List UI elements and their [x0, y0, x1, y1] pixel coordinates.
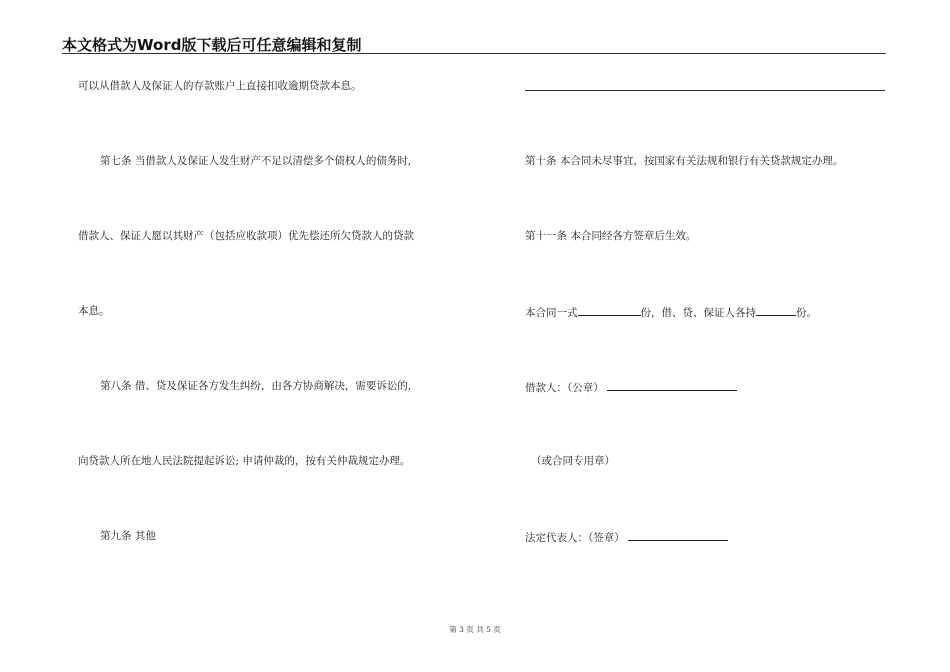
borrower-seal-blank[interactable] [607, 379, 737, 391]
borrower-seal-line [525, 379, 737, 395]
borrower-seal-label: 借款人：（公章） [525, 382, 604, 394]
copies-total-blank[interactable] [578, 304, 641, 316]
copies-line [525, 304, 817, 320]
article-10-line: 第十条 本合同未尽事宜，按国家有关法规和银行有关贷款规定办理。 [525, 155, 844, 167]
header-divider [62, 53, 886, 54]
copies-prefix: 本合同一式 [525, 307, 578, 319]
left-line-6: 向贷款人所在地人民法院提起诉讼; 申请仲裁的，按有关仲裁规定办理。 [78, 455, 411, 467]
article-11-line: 第十一条 本合同经各方签章后生效。 [525, 230, 697, 242]
article-9-line: 第九条 其他 [100, 530, 156, 542]
page-number: 第 3 页 共 5 页 [449, 625, 501, 634]
article-8-line: 第八条 借、贷及保证各方发生纠纷，由各方协商解决，需要诉讼的, [100, 380, 412, 392]
copies-middle: 份，借、贷、保证人各持 [640, 307, 756, 319]
left-line-3: 借款人、保证人愿以其财产（包括应收款项）优先偿还所欠贷款人的贷款 [78, 230, 414, 242]
copies-each-blank[interactable] [756, 304, 796, 316]
legal-rep-line [525, 529, 728, 545]
document-header-title: 本文格式为Word版下载后可任意编辑和复制 [62, 36, 362, 54]
copies-suffix: 份。 [796, 307, 817, 319]
article-7-line: 第七条 当借款人及保证人发生财产不足以清偿多个债权人的债务时, [100, 155, 412, 167]
legal-rep-label: 法定代表人：（签章） [525, 532, 625, 544]
left-line-4: 本息。 [78, 305, 110, 317]
right-top-signature-line [525, 90, 885, 91]
contract-seal-line: （或合同专用章） [531, 455, 615, 467]
left-line-1: 可以从借款人及保证人的存款账户上直接扣收逾期贷款本息。 [78, 80, 362, 92]
legal-rep-signature-blank[interactable] [628, 529, 728, 541]
